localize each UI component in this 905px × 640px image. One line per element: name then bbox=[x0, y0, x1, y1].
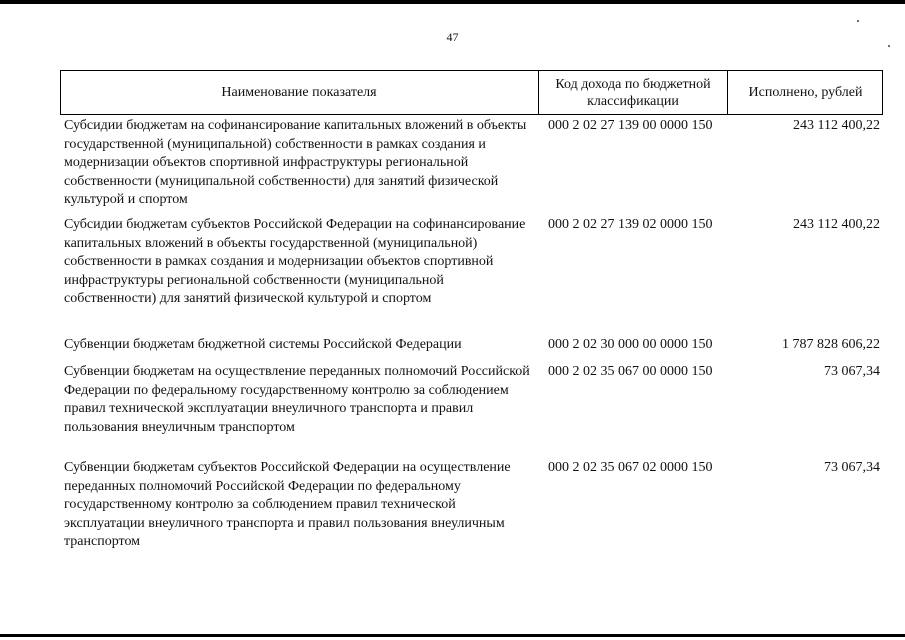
scan-bottom-border bbox=[0, 634, 905, 637]
row-income-code: 000 2 02 35 067 00 0000 150 bbox=[548, 364, 713, 379]
header-indicator-name: Наименование показателя bbox=[221, 85, 377, 100]
page-number: 47 bbox=[446, 30, 459, 44]
row-executed-amount: 73 067,34 bbox=[824, 460, 880, 475]
scan-top-border bbox=[0, 0, 905, 4]
row-income-code: 000 2 02 27 139 00 0000 150 bbox=[548, 118, 713, 133]
row-executed-amount: 1 787 828 606,22 bbox=[782, 337, 880, 352]
row-executed-amount: 243 112 400,22 bbox=[793, 217, 880, 232]
row-income-code: 000 2 02 35 067 02 0000 150 bbox=[548, 460, 713, 475]
row-indicator-name: Субвенции бюджетам на осуществление переданных полномочий Российской Федерации по федеральному государственному контролю за соблюдением правил технической эксплуатации внеуличного транспорта и правил пользования внеуличным транспортом bbox=[64, 364, 530, 435]
header-executed-amount: Исполнено, рублей bbox=[727, 71, 883, 114]
row-income-code: 000 2 02 30 000 00 0000 150 bbox=[548, 337, 713, 352]
table-header bbox=[60, 70, 883, 115]
row-executed-amount: 73 067,34 bbox=[824, 364, 880, 379]
row-indicator-name: Субсидии бюджетам на софинансирование капитальных вложений в объекты государственной (муниципальной) собственности в рамках создания и модернизации объектов спортивной инфраструктуры региональной собственности (муниципальной собственности) для занятий физической культурой и спортом bbox=[64, 118, 527, 207]
row-executed-amount: 243 112 400,22 bbox=[793, 118, 880, 133]
row-indicator-name: Субвенции бюджетам субъектов Российской Федерации на осуществление переданных полномочий Российской Федерации по федеральному государственному контролю за соблюдением правил технической эксплуатации внеуличного транспорта и правил пользования внеуличным транспортом bbox=[64, 460, 511, 549]
row-income-code: 000 2 02 27 139 02 0000 150 bbox=[548, 217, 713, 232]
row-indicator-name: Субвенции бюджетам бюджетной системы Российской Федерации bbox=[64, 337, 462, 352]
row-indicator-name: Субсидии бюджетам субъектов Российской Федерации на софинансирование капитальных вложений в объекты государственной (муниципальной) собственности в рамках создания и модернизации объектов спортивной инфраструктуры региональной собственности (муниципальной собственности) для занятий физической культурой и спортом bbox=[64, 217, 526, 306]
scan-speck bbox=[857, 20, 859, 22]
header-income-code: Код дохода по бюджетной классификации bbox=[538, 71, 727, 114]
scan-speck bbox=[888, 45, 890, 47]
